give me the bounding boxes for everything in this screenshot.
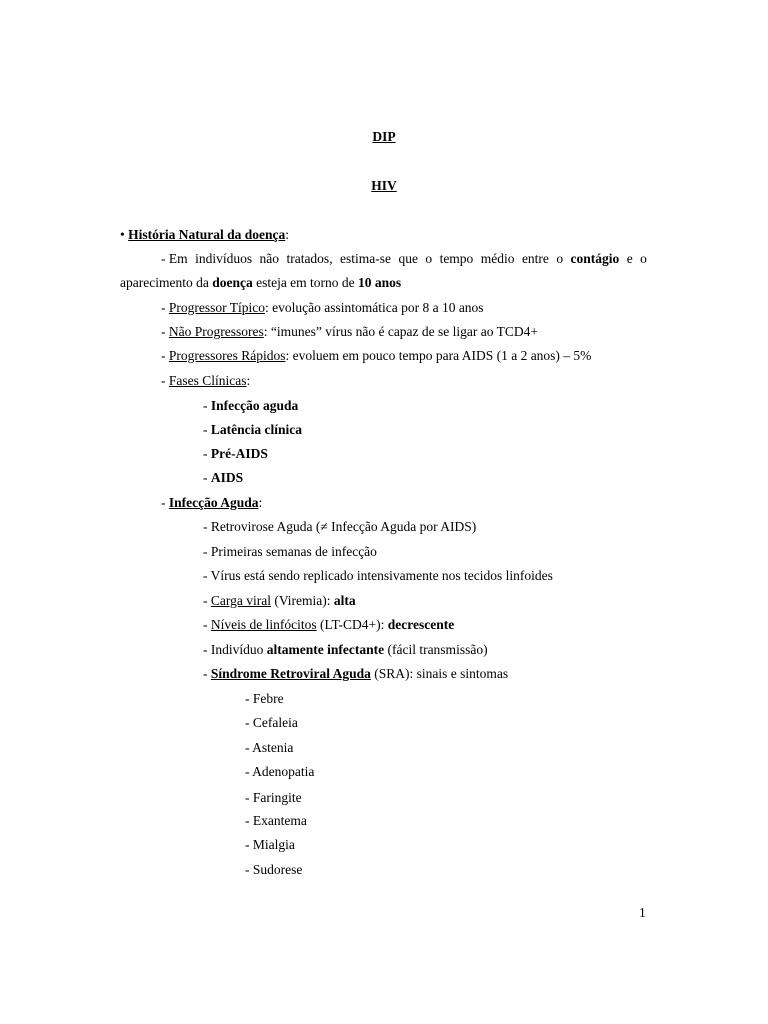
symptom-item: - Adenopatia bbox=[245, 764, 315, 779]
intro-word: o bbox=[425, 251, 433, 266]
intro-line-1 bbox=[120, 251, 647, 267]
intro-line-2: aparecimento da doença esteja em torno de 10 anos bbox=[120, 275, 402, 290]
intro-word: o bbox=[640, 251, 647, 266]
intro-word: estima-se bbox=[340, 251, 391, 266]
symptom-item: - Sudorese bbox=[245, 862, 303, 877]
intro-word: não bbox=[259, 251, 280, 266]
phase-item: - AIDS bbox=[203, 470, 244, 485]
intro-word: indivíduos bbox=[195, 251, 253, 266]
list-item: - Progressores Rápidos: evoluem em pouco tempo para AIDS (1 a 2 anos) – 5% bbox=[161, 348, 592, 363]
intro-word: contágio bbox=[570, 251, 620, 266]
acute-item: - Síndrome Retroviral Aguda (SRA): sinais e sintomas bbox=[203, 666, 509, 681]
list-item: - Progressor Típico: evolução assintomática por 8 a 10 anos bbox=[161, 300, 484, 315]
acute-item: - Primeiras semanas de infecção bbox=[203, 544, 377, 559]
page-number: 1 bbox=[639, 905, 646, 920]
acute-item: - Vírus está sendo replicado intensivamente nos tecidos linfoides bbox=[203, 568, 553, 583]
list-item: - Fases Clínicas: bbox=[161, 373, 251, 388]
acute-item: - Carga viral (Viremia): alta bbox=[203, 593, 356, 608]
intro-word: que bbox=[398, 251, 418, 266]
intro-word: tratados, bbox=[286, 251, 333, 266]
phase-item: - Latência clínica bbox=[203, 422, 302, 437]
symptom-item: - Astenia bbox=[245, 740, 294, 755]
intro-word: médio bbox=[480, 251, 515, 266]
intro-word: tempo bbox=[439, 251, 474, 266]
document-subtitle: HIV bbox=[371, 178, 397, 193]
symptom-item: - Cefaleia bbox=[245, 715, 298, 730]
list-item: - Não Progressores: “imunes” vírus não é capaz de se ligar ao TCD4+ bbox=[161, 324, 539, 339]
symptom-item: - Mialgia bbox=[245, 837, 295, 852]
section-heading-text: História Natural da doença bbox=[128, 227, 286, 242]
intro-word: entre bbox=[521, 251, 549, 266]
bullet: • bbox=[120, 227, 125, 242]
acute-heading: - Infecção Aguda: bbox=[161, 495, 263, 510]
document-title: DIP bbox=[372, 129, 396, 144]
intro-word: e bbox=[626, 251, 633, 266]
symptom-item: - Faringite bbox=[245, 790, 302, 805]
acute-item: - Indivíduo altamente infectante (fácil transmissão) bbox=[203, 642, 488, 657]
symptom-item: - Exantema bbox=[245, 813, 307, 828]
acute-item: - Níveis de linfócitos (LT-CD4+): decrescente bbox=[203, 617, 455, 632]
intro-word: o bbox=[556, 251, 564, 266]
acute-item: - Retrovirose Aguda (≠ Infecção Aguda por AIDS) bbox=[203, 519, 477, 534]
symptom-item: - Febre bbox=[245, 691, 284, 706]
phase-item: - Infecção aguda bbox=[203, 398, 299, 413]
intro-word: - Em bbox=[161, 251, 188, 266]
section-heading: • História Natural da doença: bbox=[120, 227, 289, 242]
phase-item: - Pré-AIDS bbox=[203, 446, 268, 461]
